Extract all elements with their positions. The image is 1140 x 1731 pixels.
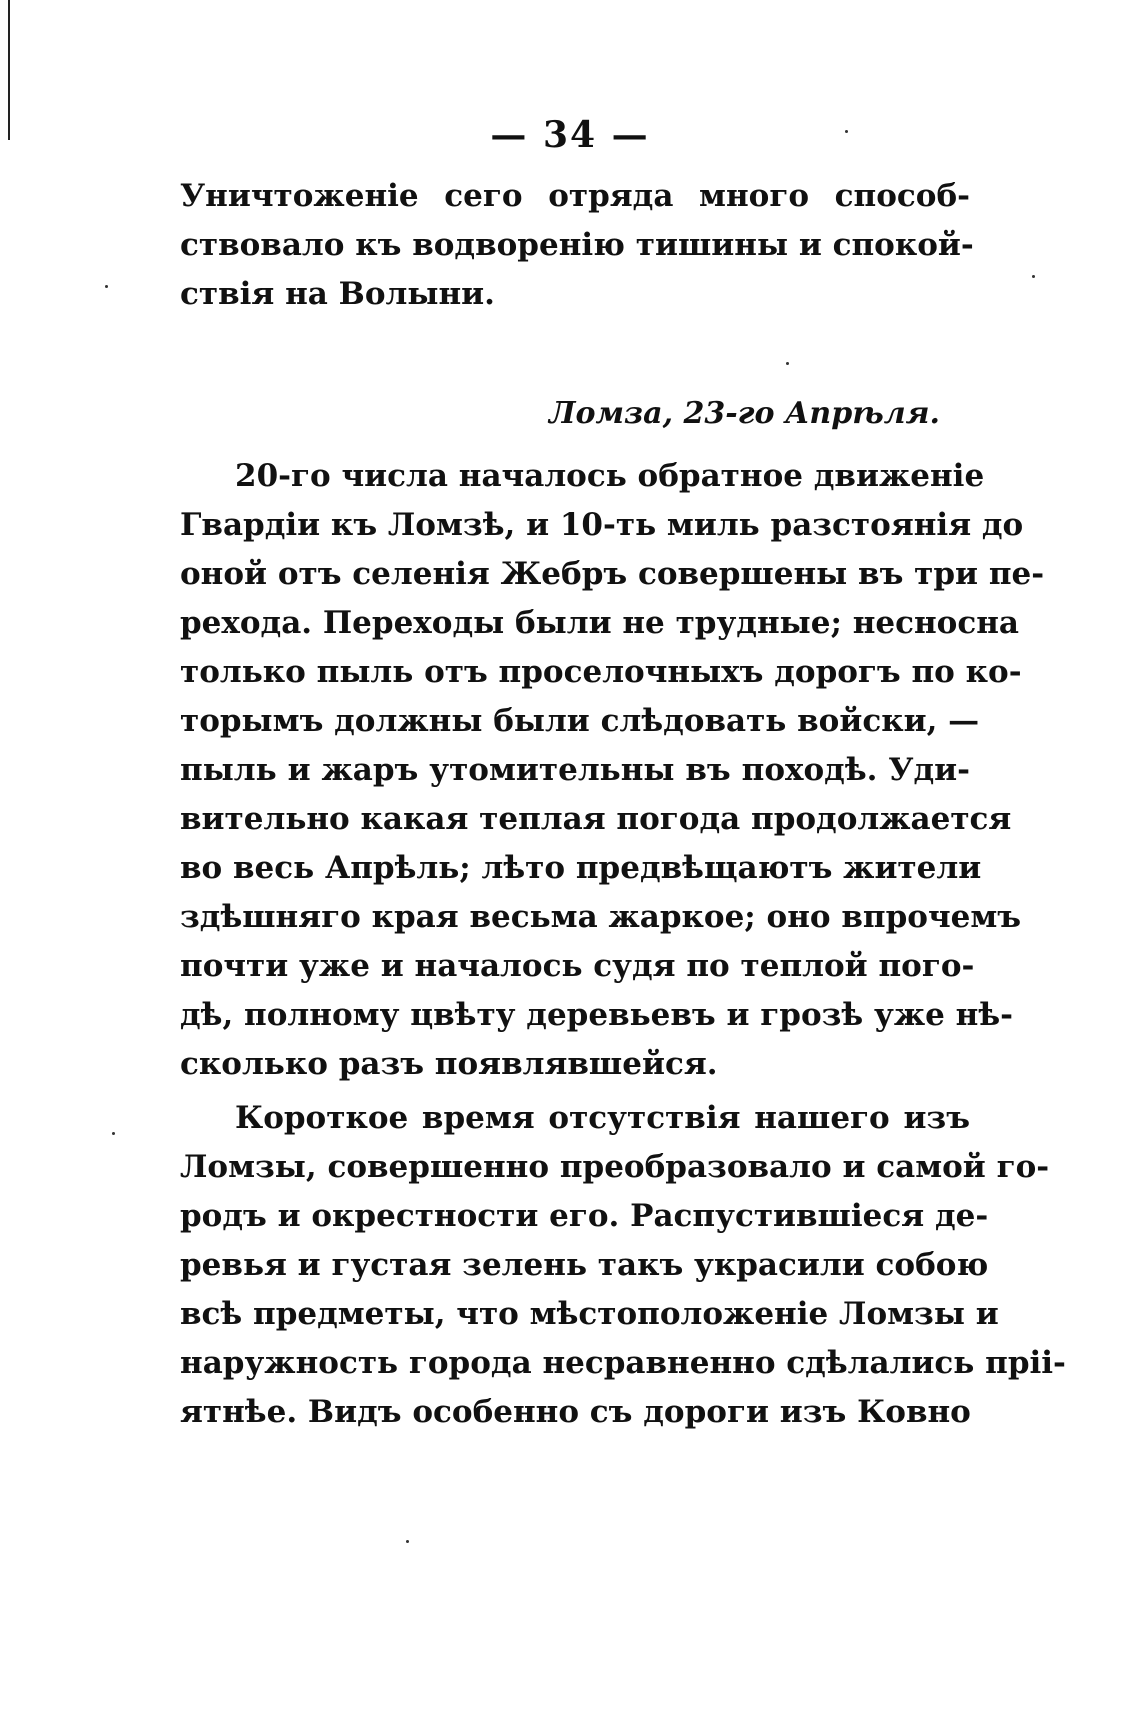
page-number: — 34 — xyxy=(490,114,650,156)
text-line: здѣшняго края весьма жаркое; оно впрочемъ xyxy=(180,899,1022,935)
text-line: ревья и густая зелень такъ украсили собою xyxy=(180,1247,989,1283)
text-line: Короткое время отсутствія нашего изъ xyxy=(235,1100,970,1136)
print-speck xyxy=(1032,275,1035,278)
text-line: оной отъ селенія Жебръ совершены въ три пе- xyxy=(180,556,1045,592)
paragraph-2 xyxy=(180,452,1045,1089)
text-line: во весь Апрѣль; лѣто предвѣщаютъ жители xyxy=(180,850,982,886)
text-line: ствовало къ водворенію тишины и спокой- xyxy=(180,227,974,263)
text-line: родъ и окрестности его. Распустившіеся де- xyxy=(180,1198,989,1234)
text-line: 20-го числа началось обратное движеніе xyxy=(235,458,985,494)
text-line: сколько разъ появлявшейся. xyxy=(180,1046,718,1082)
text-line: дѣ, полному цвѣту деревьевъ и грозѣ уже нѣ- xyxy=(180,997,1014,1033)
text-line: ствія на Волыни. xyxy=(180,276,495,312)
text-line: Ломзы, совершенно преобразовало и самой го- xyxy=(180,1149,1050,1185)
text-line: рехода. Переходы были не трудные; несносна xyxy=(180,605,1019,641)
text-line: ятнѣе. Видъ особенно съ дороги изъ Ковно xyxy=(180,1394,971,1430)
text-line: всѣ предметы, что мѣстоположеніе Ломзы и xyxy=(180,1296,999,1332)
paragraph-3 xyxy=(180,1094,1066,1437)
print-speck xyxy=(105,285,108,288)
dateline: Ломза, 23-го Апрѣля. xyxy=(548,396,940,431)
text-line: только пыль отъ проселочныхъ дорогъ по ко- xyxy=(180,654,1022,690)
print-speck xyxy=(112,1132,115,1135)
text-line: вительно какая теплая погода продолжается xyxy=(180,801,1012,837)
text-line: торымъ должны были слѣдовать войски, — xyxy=(180,703,980,739)
paragraph-1 xyxy=(180,172,974,319)
text-line: почти уже и началось судя по теплой пого- xyxy=(180,948,975,984)
text-line: Уничтоженіе сего отряда много способ- xyxy=(180,178,970,214)
text-line: пыль и жаръ утомительны въ походѣ. Уди- xyxy=(180,752,970,788)
text-line: наружность города несравненно сдѣлались пріі- xyxy=(180,1345,1066,1381)
print-speck xyxy=(786,362,789,365)
text-line: Гвардіи къ Ломзѣ, и 10-ть миль разстоянія до xyxy=(180,507,1024,543)
print-speck xyxy=(406,1540,409,1543)
print-speck xyxy=(845,130,848,133)
